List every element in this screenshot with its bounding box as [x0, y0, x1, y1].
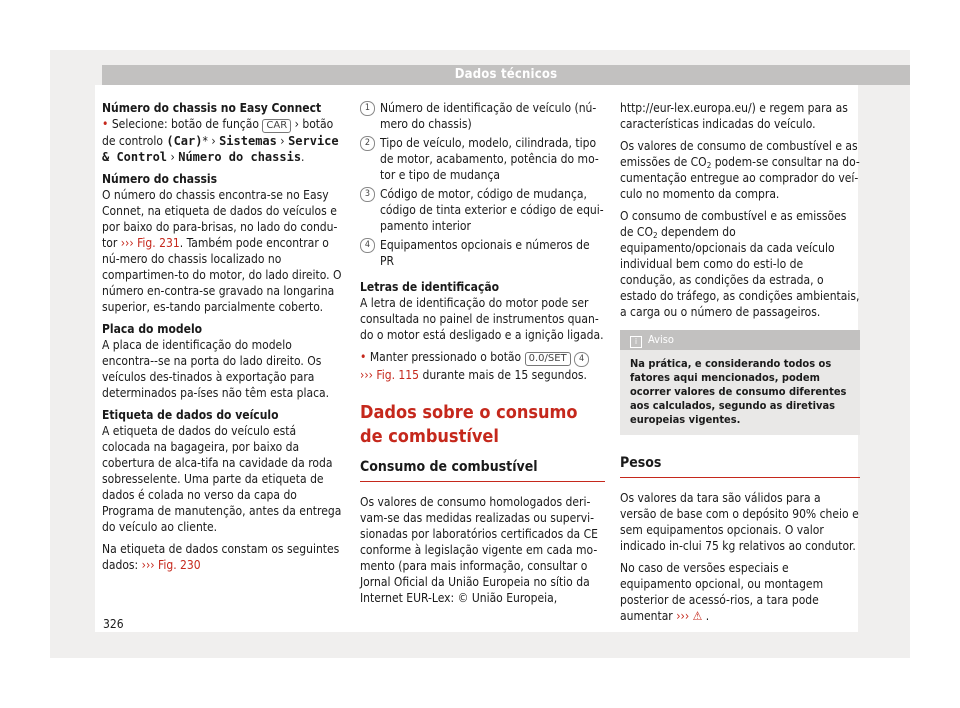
- pesos-paragraph-2: [620, 560, 860, 624]
- heading-chassis: Número do chassis: [102, 172, 218, 186]
- warning-triangle-icon: ⚠: [692, 609, 703, 623]
- list-item-text: Número de identificação de veículo (nú-mero do chassis): [380, 101, 597, 131]
- text: Na etiqueta de dados constam os seguintes dados:: [102, 542, 340, 572]
- notice-box: [620, 330, 860, 435]
- notice-header: [620, 330, 860, 350]
- text: Selecione: botão de função: [111, 117, 259, 131]
- consumo-paragraph: Os valores de consumo homologados deri-vam-se das medidas realizadas ou supervi-sionadas por laboratórios certificados da CE conforme à legislação vigente em cada mo-mento (para mais informação, consultar o Jornal Oficial da União Europeia no sítio da Internet EUR-Lex: © União Europeia,: [360, 495, 598, 605]
- list-item-text: Código de motor, código de mudança, código de tinta exterior e código de equi-pamento interior: [380, 187, 604, 233]
- url-paragraph: http://eur-lex.europa.eu/) e regem para as características indicadas do veículo.: [620, 101, 848, 131]
- placa-paragraph: A placa de identificação do modelo encontra--se na porta do lado direito. Os veículos des-tinados à exportação para determinados pa-íses não têm esta placa.: [102, 338, 330, 400]
- list-item: [360, 135, 605, 183]
- column-2: [360, 100, 605, 612]
- subscript: 2: [706, 161, 712, 170]
- column-1: [102, 100, 347, 579]
- separator: ›: [207, 134, 220, 148]
- bullet: •: [102, 117, 109, 131]
- section-heading: Dados sobre o consumo de combustível: [360, 402, 578, 447]
- optional-star: *: [202, 134, 208, 148]
- text: . Também pode encontrar o nú-mero do chassis localizado no compartimen-to do motor, do lado direito. O número en-contra-se gravado na longarina superior, es-tando parcialmente coberto.: [102, 236, 342, 314]
- text: dependem do equipamento/opcionais da cada veículo individual bem como do esti-lo de condução, as condições da estrada, o estado do tráfego, as condições ambientais, a carga ou o número de passageiros.: [620, 225, 860, 319]
- section-title: Dados técnicos: [454, 67, 558, 82]
- page-sheet: [50, 50, 910, 658]
- menu-numero-chassis: Número do chassis: [178, 150, 302, 164]
- text: .: [301, 150, 305, 164]
- separator: ›: [167, 150, 179, 164]
- co2-paragraph-1: [620, 138, 860, 202]
- number-badge: 4: [360, 238, 375, 253]
- heading-easy-connect: Número do chassis no Easy Connect: [102, 101, 322, 115]
- figure-link[interactable]: ››› Fig. 115: [360, 368, 420, 382]
- text: No caso de versões especiais e equipamento opcional, ou montagem posterior de acessó-rios, a tara pode aumentar: [620, 561, 824, 623]
- list-item: [360, 237, 605, 269]
- list-item-text: Equipamentos opcionais e números de PR: [380, 238, 590, 268]
- list-item: [360, 100, 605, 132]
- menu-sistemas: Sistemas: [219, 134, 277, 148]
- pesos-paragraph-1: Os valores da tara são válidos para a versão de base com o depósito 90% cheio e sem equipamentos opcionais. O valor indicado in-clui 75 kg relativos ao condutor.: [620, 491, 859, 553]
- warning-link[interactable]: ›››: [676, 609, 690, 623]
- na-etiqueta-paragraph: [102, 541, 347, 573]
- text: › botão de controlo: [102, 117, 334, 148]
- menu-car: (Car): [166, 134, 203, 148]
- letras-paragraph: A letra de identificação do motor pode ser consultada no painel de instrumentos quan-do o motor está desligado e a ignição ligada.: [360, 296, 604, 342]
- bullet: •: [360, 350, 367, 364]
- list-item-text: Tipo de veículo, modelo, cilindrada, tipo de motor, acabamento, potência do mo-tor e tipo de mudança: [380, 136, 599, 182]
- text: O número do chassis encontra-se no Easy Connet, na etiqueta de dados do veículos e por baixo do para-brisas, no lado do condu-tor: [102, 188, 338, 250]
- list-item: [360, 186, 605, 234]
- car-key: CAR: [262, 119, 291, 133]
- heading-etiqueta: Etiqueta de dados do veículo: [102, 408, 279, 422]
- notice-body: Na prática, e considerando todos os fatores aqui mencionados, podem ocorrer valores de consumo diferentes aos calculados, segundo as diretivas europeias vigentes.: [630, 357, 847, 426]
- text: Os valores de consumo de combustível e as emissões de CO: [620, 139, 858, 169]
- text: podem-se consultar na do-cumentação entregue ao comprador do veí-culo no momento da compra.: [620, 155, 860, 201]
- text: .: [702, 609, 710, 623]
- select-instruction: [102, 116, 347, 165]
- subsection-heading: Consumo de combustível: [360, 457, 605, 482]
- column-3: [620, 100, 860, 630]
- text: Manter pressionado o botão: [369, 350, 525, 364]
- subscript: 2: [652, 231, 658, 240]
- page-number: 326: [103, 617, 124, 631]
- heading-placa: Placa do modelo: [102, 322, 203, 336]
- manter-instruction: [360, 349, 605, 383]
- text: O consumo de combustível e as emissões de CO: [620, 209, 847, 239]
- heading-letras: Letras de identificação: [360, 280, 500, 294]
- number-badge: 2: [360, 136, 375, 151]
- subsection-heading: Pesos: [620, 453, 860, 478]
- info-icon: i: [630, 336, 642, 348]
- notice-title: Aviso: [648, 333, 674, 346]
- figure-link[interactable]: ››› Fig. 230: [141, 558, 201, 572]
- number-badge: 3: [360, 187, 375, 202]
- number-badge: 4: [574, 352, 589, 367]
- separator: ›: [276, 134, 289, 148]
- etiqueta-paragraph: A etiqueta de dados do veículo está colocada na bagageira, por baixo da cobertura de alca-tifa na cavidade da roda sobresselente. Uma parte da etiqueta de dados é colada no verso da capa do Programa de manutenção, antes da entrega do veículo ao cliente.: [102, 424, 342, 534]
- chassis-paragraph: [102, 187, 347, 315]
- number-badge: 1: [360, 101, 375, 116]
- set-key: 0.0/SET: [525, 352, 571, 366]
- section-header: [102, 65, 910, 85]
- menu-service-control: Service & Control: [102, 134, 339, 164]
- text: durante mais de 15 segundos.: [419, 368, 587, 382]
- co2-paragraph-2: [620, 208, 860, 320]
- figure-link[interactable]: ››› Fig. 231: [120, 236, 180, 250]
